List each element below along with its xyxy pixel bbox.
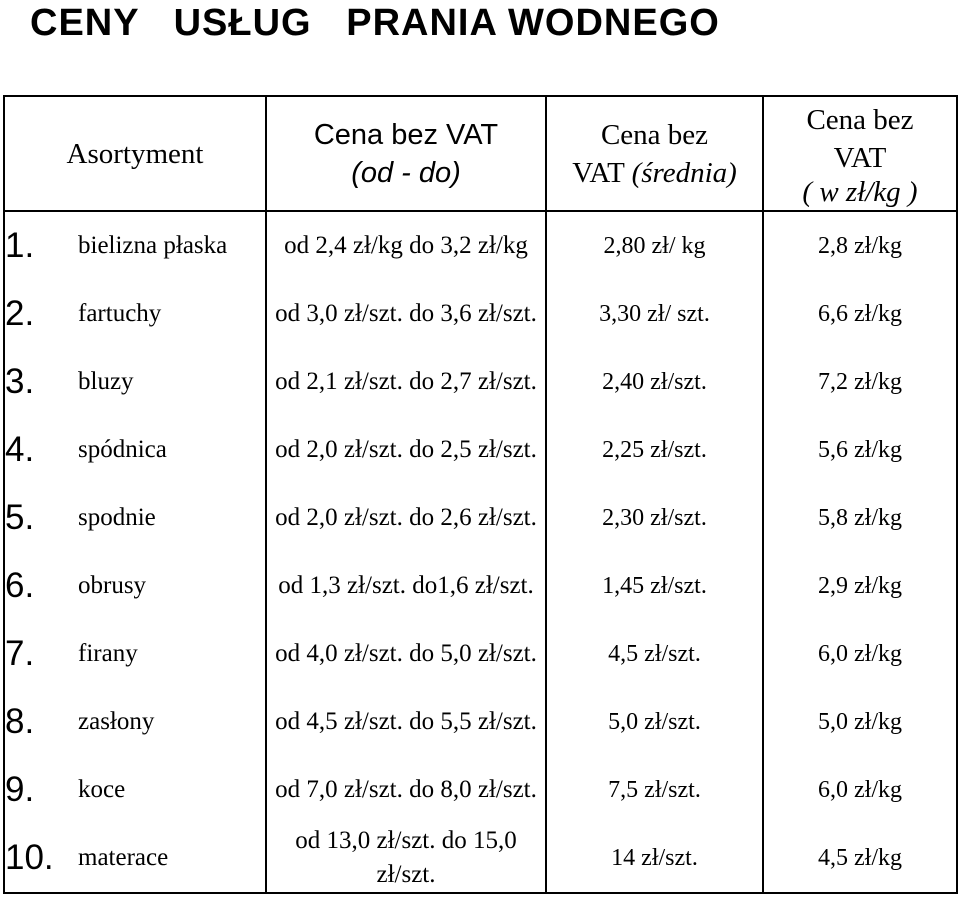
row-name: fartuchy bbox=[78, 280, 266, 348]
row-price-kg: 2,8 zł/kg bbox=[763, 211, 957, 280]
page-title: CENY USŁUG PRANIA WODNEGO bbox=[30, 2, 720, 44]
table-row bbox=[4, 756, 957, 824]
table-row bbox=[4, 348, 957, 416]
header-price-avg-line2 bbox=[547, 154, 762, 192]
row-price-kg: 5,8 zł/kg bbox=[763, 484, 957, 552]
table-body bbox=[4, 211, 957, 893]
header-assortment bbox=[4, 96, 266, 211]
header-price-avg-line2-italic: (średnia) bbox=[631, 156, 737, 189]
header-price-avg bbox=[546, 96, 763, 211]
row-price-avg: 5,0 zł/szt. bbox=[546, 688, 763, 756]
row-name: spodnie bbox=[78, 484, 266, 552]
row-price-range: od 2,1 zł/szt. do 2,7 zł/szt. bbox=[266, 348, 546, 416]
row-price-kg: 6,0 zł/kg bbox=[763, 756, 957, 824]
row-price-kg: 5,6 zł/kg bbox=[763, 416, 957, 484]
row-price-range: od 2,4 zł/kg do 3,2 zł/kg bbox=[266, 211, 546, 280]
table-row bbox=[4, 620, 957, 688]
header-price-kg-line2: VAT bbox=[833, 141, 887, 174]
header-price-range bbox=[266, 96, 546, 211]
row-name: materace bbox=[78, 824, 266, 893]
row-number: 7. bbox=[4, 620, 78, 688]
row-price-avg: 4,5 zł/szt. bbox=[546, 620, 763, 688]
row-price-kg: 6,6 zł/kg bbox=[763, 280, 957, 348]
price-table bbox=[3, 95, 958, 894]
table-row bbox=[4, 552, 957, 620]
header-price-kg-line1: Cena bez bbox=[806, 103, 914, 136]
row-number: 2. bbox=[4, 280, 78, 348]
row-price-kg: 6,0 zł/kg bbox=[763, 620, 957, 688]
row-name: zasłony bbox=[78, 688, 266, 756]
table-row bbox=[4, 688, 957, 756]
header-price-kg bbox=[763, 96, 957, 211]
row-price-avg: 3,30 zł/ szt. bbox=[546, 280, 763, 348]
header-price-avg-line2-plain: VAT bbox=[572, 156, 632, 189]
header-price-avg-line1: Cena bez bbox=[600, 118, 709, 151]
row-name: bluzy bbox=[78, 348, 266, 416]
row-price-kg: 7,2 zł/kg bbox=[763, 348, 957, 416]
row-price-avg: 2,80 zł/ kg bbox=[546, 211, 763, 280]
row-price-range: od 2,0 zł/szt. do 2,5 zł/szt. bbox=[266, 416, 546, 484]
header-price-range-line2: (od - do) bbox=[351, 156, 461, 189]
row-name: koce bbox=[78, 756, 266, 824]
row-number: 1. bbox=[4, 211, 78, 280]
row-price-range: od 2,0 zł/szt. do 2,6 zł/szt. bbox=[266, 484, 546, 552]
row-price-range: od 1,3 zł/szt. do1,6 zł/szt. bbox=[266, 552, 546, 620]
row-price-range: od 4,0 zł/szt. do 5,0 zł/szt. bbox=[266, 620, 546, 688]
row-price-avg: 2,40 zł/szt. bbox=[546, 348, 763, 416]
row-number: 5. bbox=[4, 484, 78, 552]
row-price-range: od 13,0 zł/szt. do 15,0 zł/szt. bbox=[266, 824, 546, 893]
row-price-range: od 4,5 zł/szt. do 5,5 zł/szt. bbox=[266, 688, 546, 756]
row-name: obrusy bbox=[78, 552, 266, 620]
row-number: 8. bbox=[4, 688, 78, 756]
header-price-kg-line3: ( w zł/kg ) bbox=[802, 175, 918, 208]
row-number: 6. bbox=[4, 552, 78, 620]
header-assortment-label: Asortyment bbox=[66, 137, 204, 170]
table-row bbox=[4, 211, 957, 280]
row-name: bielizna płaska bbox=[78, 211, 266, 280]
row-price-range: od 3,0 zł/szt. do 3,6 zł/szt. bbox=[266, 280, 546, 348]
row-price-kg: 4,5 zł/kg bbox=[763, 824, 957, 893]
row-price-avg: 1,45 zł/szt. bbox=[546, 552, 763, 620]
table-row bbox=[4, 484, 957, 552]
table-row bbox=[4, 824, 957, 893]
table-row bbox=[4, 280, 957, 348]
row-number: 9. bbox=[4, 756, 78, 824]
row-number: 10. bbox=[4, 824, 78, 893]
row-name: firany bbox=[78, 620, 266, 688]
row-number: 3. bbox=[4, 348, 78, 416]
table-header-row bbox=[4, 96, 957, 211]
table-row bbox=[4, 416, 957, 484]
row-name: spódnica bbox=[78, 416, 266, 484]
header-price-range-line1: Cena bez VAT bbox=[313, 118, 499, 151]
row-price-avg: 14 zł/szt. bbox=[546, 824, 763, 893]
row-number: 4. bbox=[4, 416, 78, 484]
row-price-avg: 7,5 zł/szt. bbox=[546, 756, 763, 824]
row-price-kg: 2,9 zł/kg bbox=[763, 552, 957, 620]
row-price-avg: 2,30 zł/szt. bbox=[546, 484, 763, 552]
row-price-range: od 7,0 zł/szt. do 8,0 zł/szt. bbox=[266, 756, 546, 824]
row-price-avg: 2,25 zł/szt. bbox=[546, 416, 763, 484]
row-price-kg: 5,0 zł/kg bbox=[763, 688, 957, 756]
